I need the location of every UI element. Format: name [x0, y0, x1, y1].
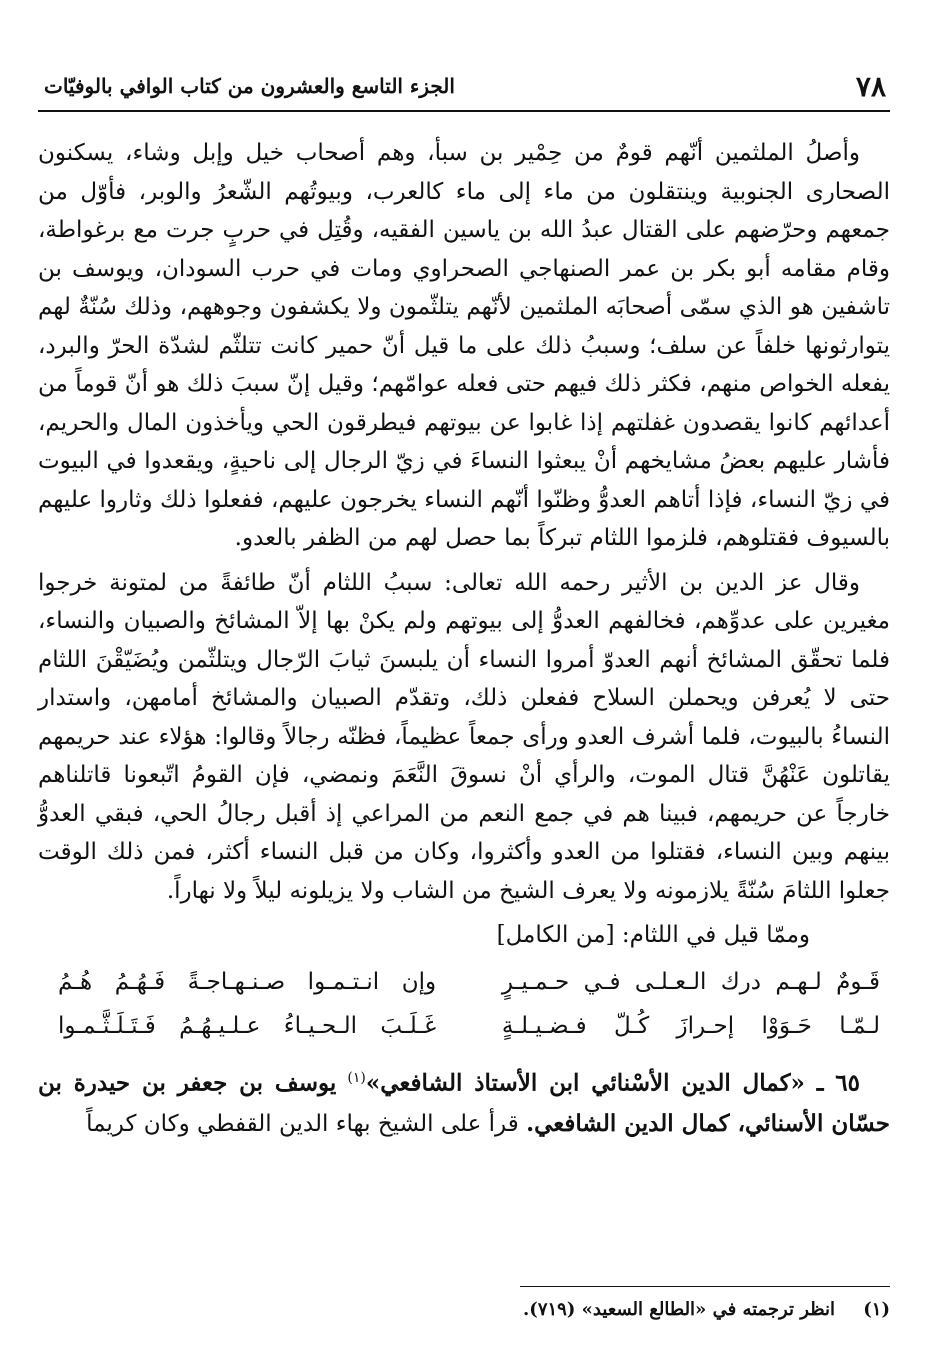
entry-heading: ٦٥ ـ «كمال الدين الأسْنائي ابن الأستاذ الشافعي»	[365, 1069, 861, 1097]
running-head	[38, 60, 890, 112]
footnote-text: انظر ترجمته في «الطالع السعيد» (٧١٩).	[523, 1299, 835, 1320]
book-page	[38, 60, 890, 1340]
footnote	[38, 1296, 890, 1324]
footnote-reference: (١)	[347, 1070, 366, 1086]
main-text	[38, 134, 890, 910]
biography-entry	[38, 1058, 890, 1144]
paragraph-veiled-origins: وأصلُ الملثمين أنّهم قومٌ من حِمْير بن سبأ، وهم أصحاب خيل وإبل وشاء، يسكنون الصحارى الجنوبية وينتقلون من ماء إلى ماء كالعرب، وبيوتُهم الشّعرُ والوبر، فأوّل من جمعهم وحرّضهم على القتال عبدُ الله بن ياسين الفقيه، وقُتِل في حربٍ جرت مع برغواطة، وقام مقامه أبو بكر بن عمر الصنهاجي الصحراوي ومات في حرب السودان، ويوسف بن تاشفين هو الذي سمّى أصحابَه الملثمين لأنّهم يتلثّمون ولا يكشفون وجوههم، وذلك سُنّةٌ لهم يتوارثونها خلفاً عن سلف؛ وسببُ ذلك على ما قيل أنّ حمير كانت تتلثّم لشدّة الحرّ والبرد، يفعله الخواص منهم، فكثر ذلك فيهم حتى فعله عوامّهم؛ وقيل إنّ سببَ ذلك هو أنّ قوماً من أعدائهم كانوا يقصدون غفلتهم إذا غابوا عن بيوتهم فيطرقون الحي ويأخذون المال والحريم، فأشار عليهم بعضُ مشايخهم أنْ يبعثوا النساءَ في زيّ الرجال إلى ناحيةٍ، ويقعدوا في البيوت في زيّ النساء، فإذا أتاهم العدوُّ وظنّوا أنّهم النساء يخرجون عليهم، ففعلوا ذلك وثاروا عليهم بالسيوف فقتلوهم، فلزموا اللثام تبركاً بما حصل لهم من الظفر بالعدو.	[38, 140, 890, 551]
verse-intro: وممّا قيل في اللثام: [من الكامل]	[496, 922, 810, 948]
verse-line	[38, 960, 890, 1004]
verse-line	[38, 1004, 890, 1048]
paragraph-ibn-al-athir: وقال عز الدين بن الأثير رحمه الله تعالى: سببُ اللثام أنّ طائفةً من لمتونة خرجوا مغيرين على عدوِّهم، فخالفهم العدوُّ إلى بيوتهم ولم يكنْ بها إلاّ المشائخ والصبيان والنساء، فلما تحقّق المشائخ أنهم العدوّ أمروا النساء أن يلبسنَ ثيابَ الرّجال ويتلثّمن ويُضَيّقْنَ اللثام حتى لا يُعرفن ويحملن السلاح ففعلن ذلك، وتقدّم الصبيان والمشائخ أمامهن، واستدار النساءُ بالبيوت، فلما أشرف العدو ورأى جمعاً عظيماً، فظنّه رجالاً وقالوا: هؤلاء عند حريمهم يقاتلون عَنْهُنَّ قتال الموت، والرأي أنْ نسوقَ النَّعَمَ ونمضي، فإن القومُ اتّبعونا قاتلناهم خارجاً عن حريمهم، فبينا هم في جمع النعم من المراعي إذ أقبل رجالُ الحي، فبقي العدوُّ بينهم وبين النساء، فقتلوا من العدو وأكثروا، وكان من قبل النساء أكثر، فمن ذلك الوقت جعلوا اللثامَ سُنّةً يلازمونه ولا يعرف الشيخ من الشاب ولا يزيلونه ليلاً ولا نهاراً.	[38, 569, 890, 904]
entry-text: قرأ على الشيخ بهاء الدين القفطي وكان كريماً	[86, 1110, 519, 1137]
verse-second-hemistich: غَـلَـبَ الـحـيـاءُ عـلـيـهُـمُ فَـتَـلَـثَّـمـوا	[58, 1013, 437, 1039]
footnote-number: (١)	[863, 1299, 890, 1320]
running-head-title: الجزء التاسع والعشرون من كتاب الوافي بالوفيّات	[44, 74, 455, 98]
verse-first-hemistich: قَـومٌ لـهـم درك الـعـلـى فـي حـمـيـرٍ	[501, 969, 880, 995]
entry-name: يوسف بن جعفر بن حيدرة بن حسّان الأسنائي، كمال الدين الشافعي.	[38, 1069, 890, 1137]
footnote-divider	[520, 1286, 890, 1287]
page-number: ٧٨	[855, 70, 886, 103]
verse-second-hemistich: وإن انـتـمـوا صـنـهـاجـةً فَـهُـمُ هُـمُ	[58, 969, 437, 995]
verse-first-hemistich: لـمّـا حَـوَوْا إحـرازَ كُـلّ فـضـيـلـةٍ	[501, 1013, 880, 1039]
